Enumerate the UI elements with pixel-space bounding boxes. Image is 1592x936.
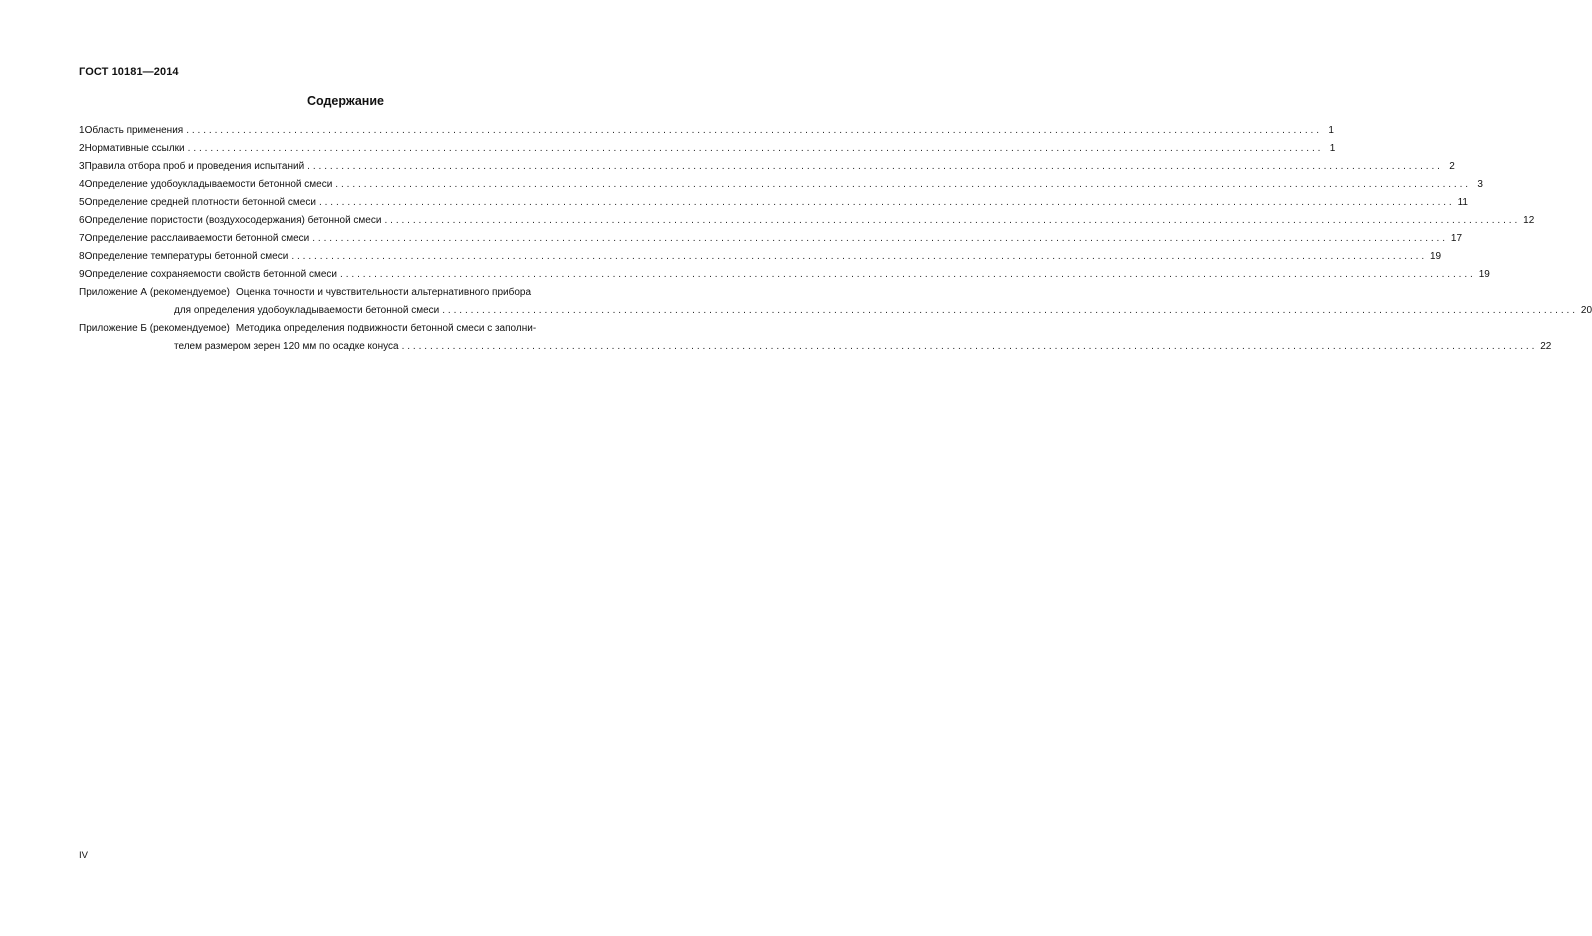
toc-leader-dots: ........................................................................................................................................................................................................: [442, 305, 1578, 316]
appendix-label: Приложение А (рекомендуемое): [79, 287, 230, 298]
appendix-title-line-2: для определения удобоукладываемости бетонной смеси: [174, 305, 440, 316]
toc-entry-number: 7: [79, 233, 85, 244]
toc-leader-dots: ........................................................................................................................................................................................................: [312, 233, 1448, 244]
toc-entry-number: 6: [79, 215, 85, 226]
toc-entry-page: 19: [1478, 269, 1490, 280]
toc-leader-dots: ........................................................................................................................................................................................................: [401, 341, 1538, 352]
toc-entry-7[interactable]: [79, 230, 1463, 248]
toc-entry-page: 20: [1580, 305, 1592, 316]
toc-entry-number: 2: [79, 143, 85, 154]
appendix-label: Приложение Б (рекомендуемое): [79, 323, 230, 334]
toc-entry-page: 11: [1457, 197, 1468, 208]
appendix-title-line-1: Оценка точности и чувствительности альтернативного прибора: [235, 287, 532, 298]
toc-entry-page: 1: [1328, 125, 1334, 136]
toc-entry-5[interactable]: [79, 194, 1468, 212]
toc-entry-1[interactable]: [79, 122, 1334, 140]
toc-entry-number: 1: [79, 125, 85, 136]
toc-leader-dots: ........................................................................................................................................................................................................: [291, 251, 1427, 262]
page-number-footer: IV: [79, 850, 88, 861]
toc-entry-text: Определение средней плотности бетонной смеси: [84, 197, 316, 208]
toc-entry-number: 3: [79, 161, 85, 172]
toc-entry-page: 2: [1449, 161, 1455, 172]
toc-appendix-b[interactable]: [79, 320, 1552, 356]
toc-entry-page: 12: [1523, 215, 1535, 226]
toc-entry-number: 4: [79, 179, 85, 190]
toc-entry-number: 9: [79, 269, 85, 280]
toc-entry-text: Область применения: [84, 125, 184, 136]
toc-entry-9[interactable]: [79, 266, 1490, 284]
toc-entry-text: Определение температуры бетонной смеси: [84, 251, 289, 262]
document-code-header: ГОСТ 10181—2014: [79, 66, 179, 78]
toc-entry-text: Определение пористости (воздухосодержания) бетонной смеси: [84, 215, 382, 226]
toc-entry-3[interactable]: [79, 158, 1455, 176]
toc-title: Содержание: [306, 94, 384, 108]
toc-entry-text: Определение расслаиваемости бетонной смеси: [84, 233, 310, 244]
table-of-contents: [79, 122, 1592, 356]
toc-leader-dots: ........................................................................................................................................................................................................: [335, 179, 1471, 190]
toc-entry-8[interactable]: [79, 248, 1442, 266]
toc-entry-text: Правила отбора проб и проведения испытаний: [84, 161, 305, 172]
toc-leader-dots: ........................................................................................................................................................................................................: [307, 161, 1443, 172]
toc-leader-dots: ........................................................................................................................................................................................................: [384, 215, 1521, 226]
toc-appendix-a[interactable]: [79, 284, 1592, 320]
toc-leader-dots: ........................................................................................................................................................................................................: [187, 143, 1324, 154]
toc-entry-number: 5: [79, 197, 85, 208]
toc-entry-page: 1: [1329, 143, 1336, 154]
toc-entry-text: Определение удобоукладываемости бетонной смеси: [84, 179, 333, 190]
toc-entry-number: 8: [79, 251, 85, 262]
toc-entry-page: 19: [1430, 251, 1442, 262]
toc-entry-text: Определение сохраняемости свойств бетонной смеси: [84, 269, 338, 280]
toc-entry-4[interactable]: [79, 176, 1483, 194]
toc-entry-page: 3: [1477, 179, 1483, 190]
appendix-title-line-1: Методика определения подвижности бетонной смеси с заполни-: [235, 323, 537, 334]
appendix-title-line-2: телем размером зерен 120 мм по осадке конуса: [174, 341, 399, 352]
toc-entry-page: 17: [1450, 233, 1463, 244]
toc-entry-6[interactable]: [79, 212, 1535, 230]
toc-entry-page: 22: [1540, 341, 1552, 352]
toc-leader-dots: ........................................................................................................................................................................................................: [340, 269, 1476, 280]
toc-leader-dots: ........................................................................................................................................................................................................: [186, 125, 1322, 136]
toc-entry-text: Нормативные ссылки: [84, 143, 185, 154]
toc-leader-dots: ........................................................................................................................................................................................................: [318, 197, 1455, 208]
toc-entry-2[interactable]: [79, 140, 1336, 158]
